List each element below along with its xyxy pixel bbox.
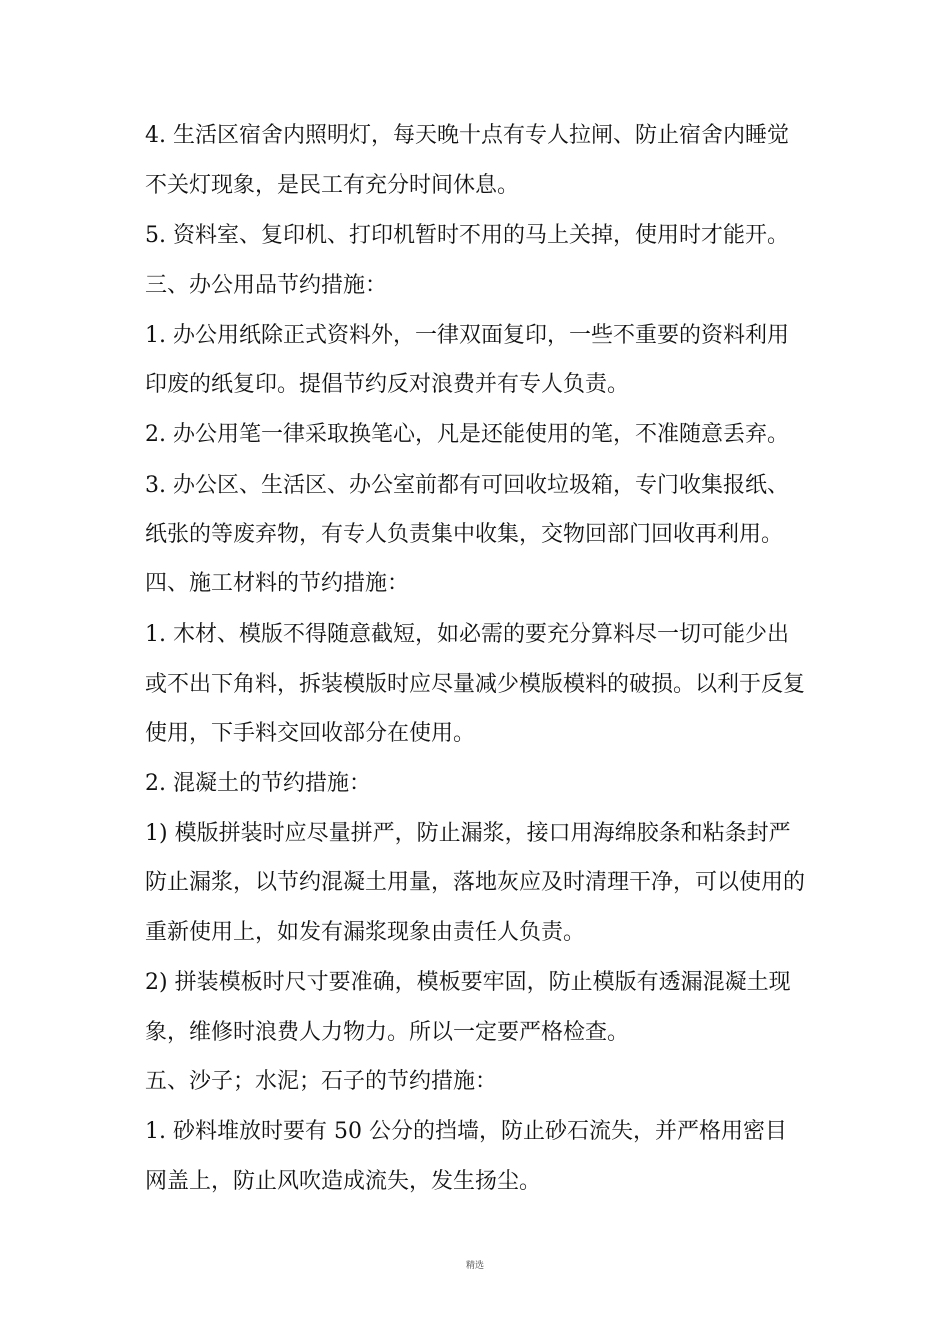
text-line: 1. 办公用纸除正式资料外，一律双面复印，一些不重要的资料利用 <box>145 323 789 348</box>
section-heading: 四、施工材料的节约措施： <box>145 571 410 596</box>
text-line: 重新使用上，如发有漏浆现象由责任人负责。 <box>145 920 586 945</box>
text-line: 印废的纸复印。提倡节约反对浪费并有专人负责。 <box>145 372 630 397</box>
text-line: 象，维修时浪费人力物力。所以一定要严格检查。 <box>145 1020 630 1045</box>
section-heading: 五、沙子；水泥；石子的节约措施： <box>145 1069 498 1094</box>
subsection-heading: 2. 混凝土的节约措施： <box>145 771 371 796</box>
text-line: 5. 资料室、复印机、打印机暂时不用的马上关掉，使用时才能开。 <box>145 223 789 248</box>
text-line: 2. 办公用笔一律采取换笔心，凡是还能使用的笔，不准随意丢弃。 <box>145 422 789 447</box>
text-line: 1) 模版拼装时应尽量拼严，防止漏浆，接口用海绵胶条和粘条封严 <box>145 821 791 846</box>
text-line: 1. 木材、模版不得随意截短，如必需的要充分算料尽一切可能少出 <box>145 622 789 647</box>
text-line: 1. 砂料堆放时要有 50 公分的挡墙，防止砂石流失，并严格用密目 <box>145 1119 787 1144</box>
text-line: 不关灯现象，是民工有充分时间休息。 <box>145 173 520 198</box>
text-line: 2) 拼装模板时尺寸要准确，模板要牢固，防止模版有透漏混凝土现 <box>145 970 791 995</box>
text-line: 3. 办公区、生活区、办公室前都有可回收垃圾箱，专门收集报纸、 <box>145 473 789 498</box>
text-line: 4. 生活区宿舍内照明灯，每天晚十点有专人拉闸、防止宿舍内睡觉 <box>145 123 789 148</box>
section-heading: 三、办公用品节约措施： <box>145 273 388 298</box>
text-line: 纸张的等废弃物，有专人负责集中收集，交物回部门回收再利用。 <box>145 522 784 547</box>
page-footer: 精选 <box>465 1261 484 1271</box>
text-line: 使用，下手料交回收部分在使用。 <box>145 721 476 746</box>
text-line: 或不出下角料，拆装模版时应尽量减少模版模料的破损。以利于反复 <box>145 672 806 697</box>
text-line: 网盖上，防止风吹造成流失，发生扬尘。 <box>145 1169 542 1194</box>
text-line: 防止漏浆，以节约混凝土用量，落地灰应及时清理干净，可以使用的 <box>145 870 806 895</box>
